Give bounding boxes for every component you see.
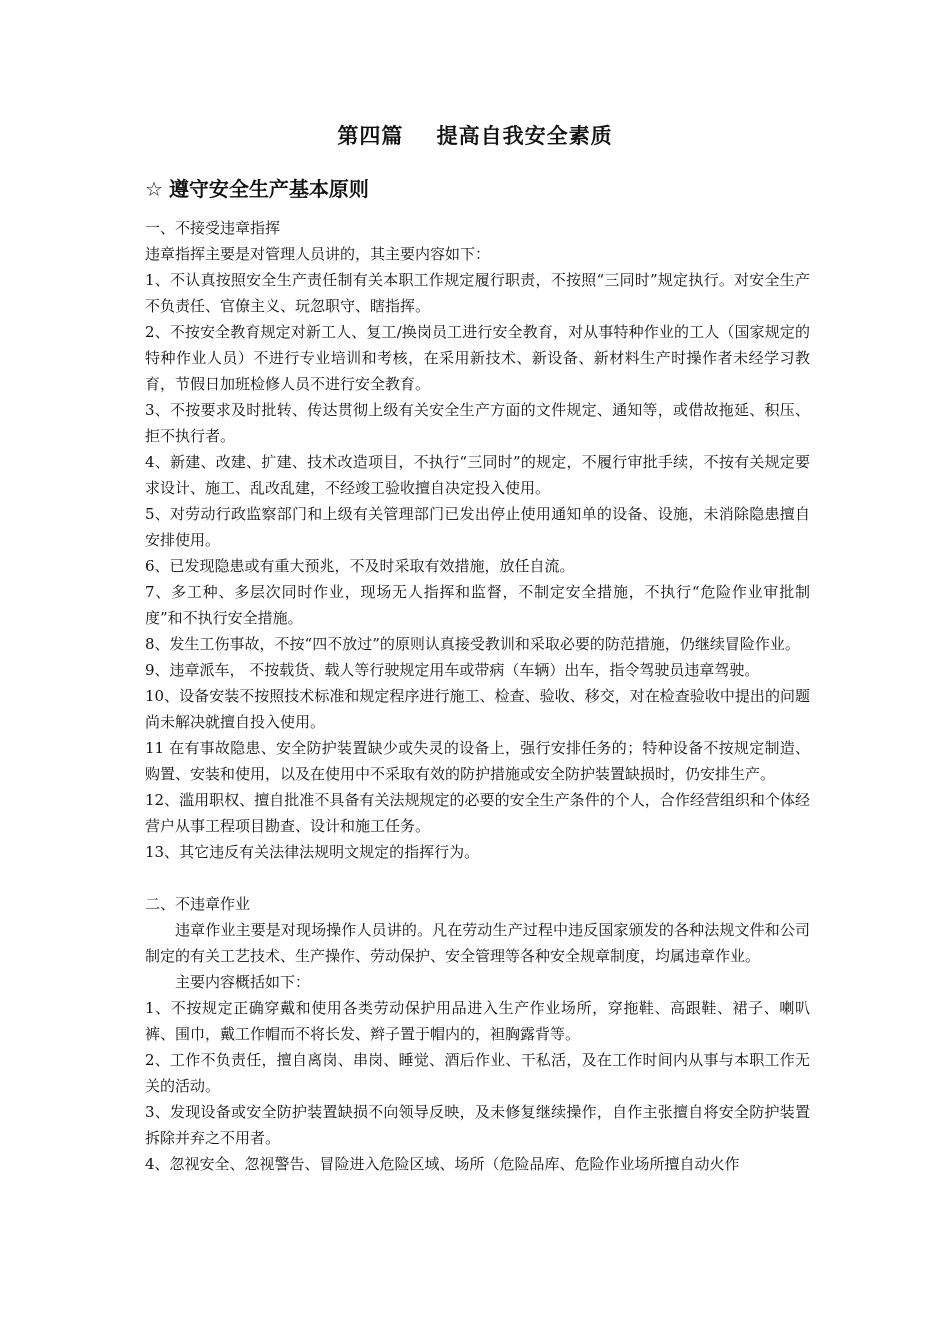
subsection-intro-2: 主要内容概括如下：	[175, 973, 311, 991]
subsection-title: 二、不违章作业	[145, 895, 251, 913]
list-item: 5、对劳动行政监察部门和上级有关管理部门已发出停止使用通知单的设备、设施，未消除隐患擅自安排使用。	[145, 505, 810, 549]
section-heading-text: 遵守安全生产基本原则	[168, 177, 369, 201]
list-item: 3、发现设备或安全防护装置缺损不向领导反映，及未修复继续操作，自作主张擅自将安全防护装置拆除并弃之不用者。	[145, 1103, 810, 1147]
list-item: 2、不按安全教育规定对新工人、复工/换岗员工进行安全教育，对从事特种作业的工人（国家规定的特种作业人员）不进行专业培训和考核，在采用新技术、新设备、新材料生产时操作者未经学习教育，节假日加班检修人员不进行安全教育。	[145, 323, 810, 393]
list-item: 4、忽视安全、忽视警告、冒险进入危险区域、场所（危险品库、危险作业场所擅自动火作	[145, 1155, 740, 1173]
list-item: 8、发生工伤事故，不按“四不放过”的原则认真接受教训和采取必要的防范措施，仍继续冒险作业。	[145, 635, 800, 653]
list-item: 11 在有事故隐患、安全防护装置缺少或失灵的设备上，强行安排任务的；特种设备不按规定制造、购置、安装和使用，以及在使用中不采取有效的防护措施或安全防护装置缺损时，仍安排生产。	[145, 739, 810, 783]
list-item: 1、不认真按照安全生产责任制有关本职工作规定履行职责，不按照“三同时”规定执行。对安全生产不负责任、官僚主义、玩忽职守、瞎指挥。	[145, 271, 810, 315]
page-title: 第四篇 提高自我安全素质	[337, 124, 613, 148]
list-item: 4、新建、改建、扩建、技术改造项目，不执行“三同时”的规定，不履行审批手续，不按有关规定要求设计、施工、乱改乱建，不经竣工验收擅自决定投入使用。	[145, 453, 810, 497]
list-item: 6、已发现隐患或有重大预兆，不及时采取有效措施，放任自流。	[145, 557, 575, 575]
list-item: 9、违章派车， 不按载货、载人等行驶规定用车或带病（车辆）出车，指令驾驶员违章驾驶。	[145, 661, 760, 679]
list-item: 12、滥用职权、擅自批准不具备有关法规规定的必要的安全生产条件的个人，合作经营组织和个体经营户从事工程项目勘查、设计和施工任务。	[145, 791, 810, 835]
list-item: 7、多工种、多层次同时作业，现场无人指挥和监督，不制定安全措施，不执行“危险作业审批制度”和不执行安全措施。	[145, 583, 810, 627]
list-item: 3、不按要求及时批转、传达贯彻上级有关安全生产方面的文件规定、通知等，或借故拖延、积压、拒不执行者。	[145, 401, 810, 445]
subsection-intro: 违章指挥主要是对管理人员讲的，其主要内容如下：	[145, 245, 491, 263]
list-item: 13、其它违反有关法律法规明文规定的指挥行为。	[145, 843, 480, 861]
star-icon: ☆	[145, 177, 163, 201]
subsection-title: 一、不接受违章指挥	[145, 219, 281, 237]
subsection-intro: 违章作业主要是对现场操作人员讲的。凡在劳动生产过程中违反国家颁发的各种法规文件和公司制定的有关工艺技术、生产操作、劳动保护、安全管理等各种安全规章制度，均属违章作业。	[145, 921, 810, 965]
list-item: 2、工作不负责任，擅自离岗、串岗、睡觉、酒后作业、干私活，及在工作时间内从事与本职工作无关的活动。	[145, 1051, 810, 1095]
paragraph-spacer	[145, 865, 810, 891]
section-heading	[145, 173, 369, 202]
list-item: 1、不按规定正确穿戴和使用各类劳动保护用品进入生产作业场所，穿拖鞋、高跟鞋、裙子、喇叭裤、围巾，戴工作帽而不将长发、辫子置于帽内的，袒胸露背等。	[145, 999, 810, 1043]
list-item: 10、设备安装不按照技术标准和规定程序进行施工、检查、验收、移交，对在检查验收中提出的问题尚未解决就擅自投入使用。	[145, 687, 810, 731]
document-body	[145, 215, 810, 1177]
